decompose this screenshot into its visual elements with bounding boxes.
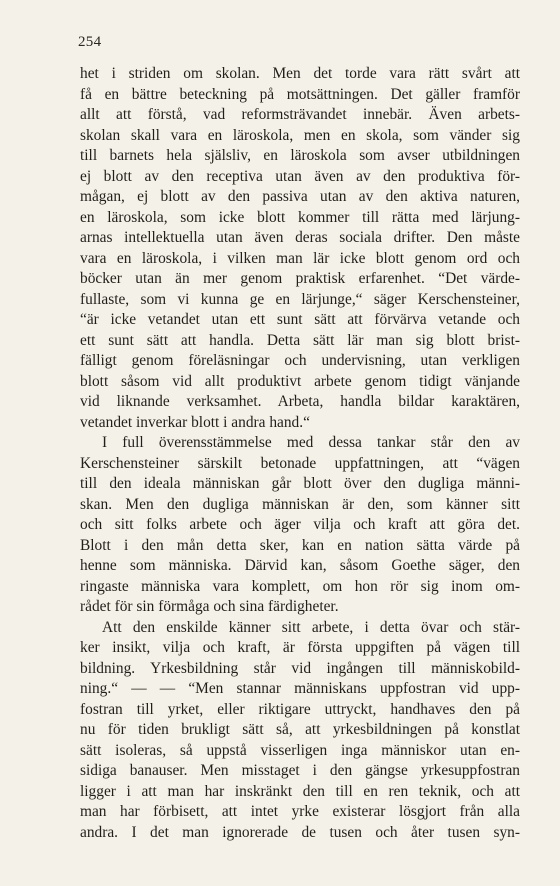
text-line: fostran till yrket, eller riktigare uttryckt, handhaves den på — [80, 700, 520, 718]
text-line: rådet för sin förmåga och sina färdigheter. — [80, 598, 339, 615]
paragraph-2 — [80, 433, 520, 618]
text-line: blott såsom vid allt produktivt arbete genom tidigt vänjande — [80, 372, 520, 390]
text-line: fullaste, som vi kunna ge en lärjunge,“ säger Kerschensteiner, — [80, 290, 520, 308]
text-line: ringaste människa vara komplett, om hon rör sig inom om- — [80, 577, 520, 595]
text-line: andra. I det man ignorerade de tusen och åter tusen syn- — [80, 823, 520, 841]
text-line: Kerschensteiner särskilt betonade uppfattningen, att “vägen — [80, 454, 520, 472]
text-line: få en bättre beteckning på motsättningen. Det gäller framför — [80, 85, 520, 103]
text-line: man har förbisett, att intet yrke existerar lösgjort från alla — [80, 803, 520, 820]
text-line: arnas intellektuella utan även deras sociala drifter. Den måste — [80, 229, 520, 246]
text-line: I full överensstämmelse med dessa tankar står den av — [102, 434, 520, 451]
text-line: fälligt genom föreläsningar och undervisning, utan verkligen — [80, 352, 520, 369]
text-line: skan. Men den dugliga människan är den, som känner sitt — [80, 495, 520, 513]
text-line: ligger i att man har inskränkt den till en ren teknik, och att — [80, 782, 520, 800]
text-line: het i striden om skolan. Men det torde vara rätt svårt att — [80, 65, 520, 82]
text-line: henne som människa. Därvid kan, såsom Goethe säger, den — [80, 557, 520, 574]
text-line: bildning. Yrkesbildning står vid ingången till människobild- — [80, 659, 520, 677]
text-line: ej blott av den receptiva utan även av den produktiva för- — [80, 167, 520, 185]
text-line: ker insikt, vilja och kraft, är första uppgiften på vägen till — [80, 639, 520, 656]
page-number: 254 — [78, 34, 102, 50]
text-line: vetandet inverkar blott i andra hand.“ — [80, 413, 310, 431]
text-line: “är icke vetandet utan ett sunt sätt att förvärva vetande och — [80, 311, 520, 328]
text-line: en läroskola, som icke blott kommer till rätta med lärjung- — [80, 208, 520, 226]
text-line: vara en läroskola, i vilken man lär icke blott genom ord och — [80, 249, 520, 267]
text-line: mågan, ej blott av den passiva utan av den aktiva naturen, — [80, 188, 520, 205]
text-line: ett sunt sätt att handla. Detta sätt lär man sig blott brist- — [80, 331, 520, 349]
text-line: allt att förstå, vad reformsträvandet innebär. Även arbets- — [80, 106, 520, 123]
text-line: till barnets hela själsliv, en läroskola som avser utbildningen — [80, 147, 520, 164]
body-text — [80, 64, 520, 843]
text-line: nu för tiden brukligt sätt så, att yrkesbildningen på konstlat — [80, 721, 520, 738]
text-line: sidiga banauser. Men misstaget i den gängse yrkesuppfostran — [80, 762, 520, 779]
text-line: vid liknande verksamhet. Arbeta, handla bildar karaktären, — [80, 393, 520, 410]
text-line: böcker utan än mer genom praktisk erfarenhet. “Det värde- — [80, 270, 520, 287]
paragraph-3 — [80, 618, 520, 844]
text-line: ning.“ — — “Men stannar människans uppfostran vid upp- — [80, 680, 520, 697]
text-line: Blott i den mån detta sker, kan en nation sätta värde på — [80, 536, 520, 554]
text-line: och sitt folks arbete och äger vilja och kraft att göra det. — [80, 516, 520, 533]
text-line: sätt isoleras, så uppstå visserligen inga människor utan en- — [80, 741, 520, 759]
text-line: skolan skall vara en läroskola, men en skola, som vänder sig — [80, 126, 520, 144]
paragraph-1 — [80, 64, 520, 433]
text-line: Att den enskilde känner sitt arbete, i detta övar och stär- — [102, 618, 520, 636]
text-line: till den ideala människan går blott över den dugliga männi- — [80, 475, 520, 492]
